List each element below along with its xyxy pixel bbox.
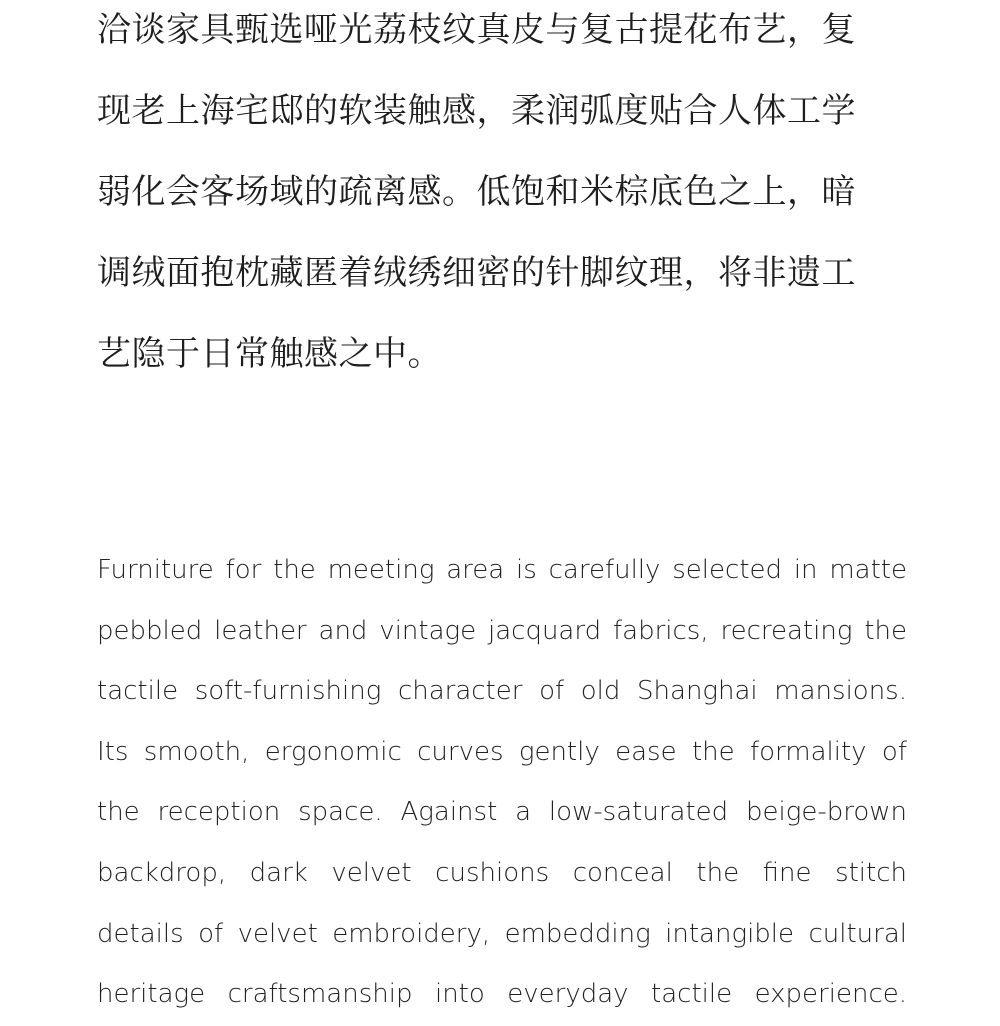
english-text-line: backdrop, dark velvet cushions conceal the fine stitch (97, 857, 907, 888)
chinese-paragraph (97, 0, 917, 405)
english-text-line: tactile soft-furnishing character of old Shanghai mansions. (97, 676, 907, 707)
english-paragraph (97, 540, 907, 1025)
english-text-line: the reception space. Against a low-saturated beige-brown (97, 797, 907, 828)
english-text-line: pebbled leather and vintage jacquard fabrics, recreating the (97, 615, 907, 646)
english-text-line: heritage craftsmanship into everyday tactile experience. (97, 979, 907, 1010)
english-text-line: details of velvet embroidery, embedding intangible cultural (97, 918, 907, 949)
english-text-line: Furniture for the meeting area is carefully selected in matte (97, 555, 907, 585)
chinese-text-line: 弱化会客场域的疏离感。低饱和米棕底色之上，暗 (97, 172, 856, 212)
chinese-text-line: 现老上海宅邸的软装触感，柔润弧度贴合人体工学 (97, 91, 856, 131)
english-text-line: Its smooth, ergonomic curves gently ease the formality of (97, 736, 907, 767)
chinese-text-line: 调绒面抱枕藏匿着绒绣细密的针脚纹理，将非遗工 (97, 253, 856, 293)
chinese-text-line: 洽谈家具甄选哑光荔枝纹真皮与复古提花布艺，复 (97, 10, 856, 50)
chinese-text-line: 艺隐于日常触感之中。 (97, 334, 442, 374)
